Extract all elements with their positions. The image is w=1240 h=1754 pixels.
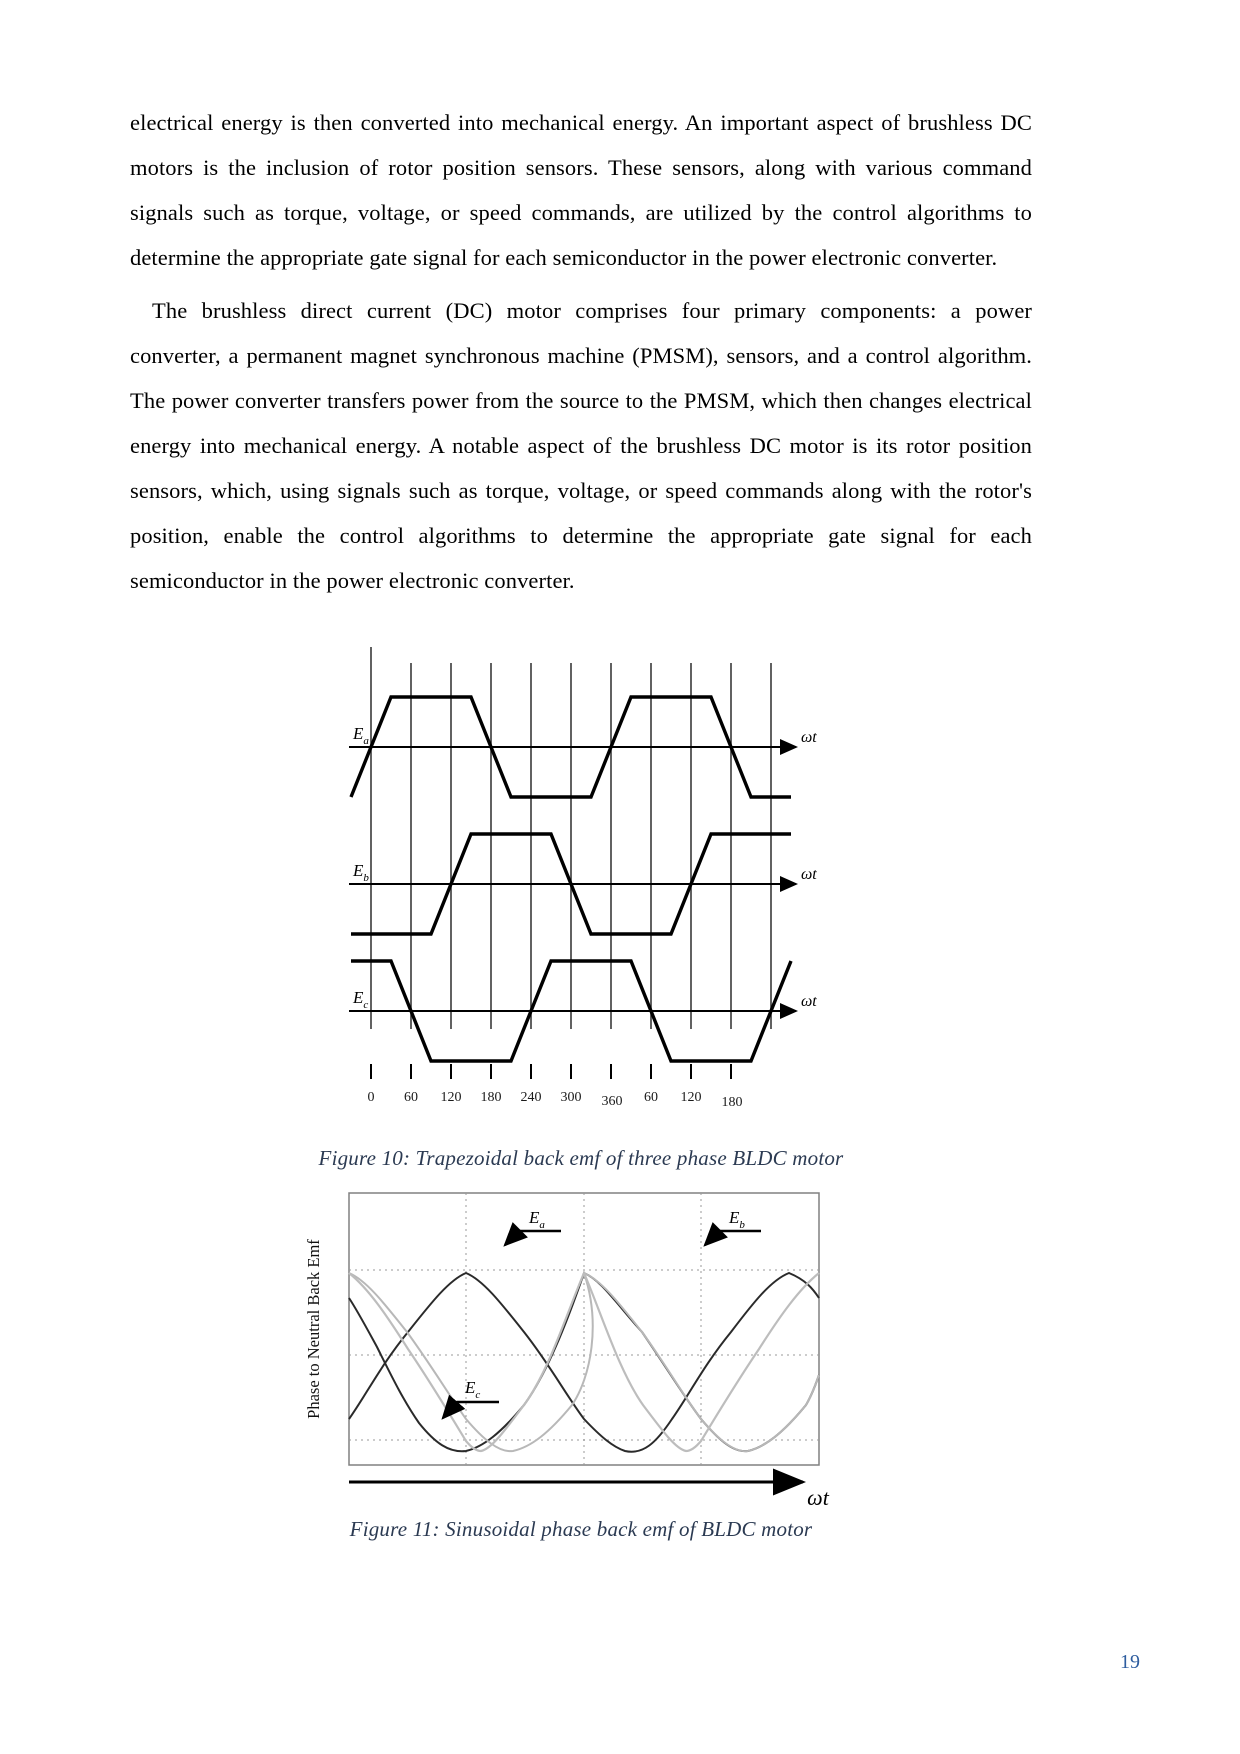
x-axis-ticks [371,1064,731,1079]
annotation-ea-leader [505,1231,561,1245]
x-tick-label: 180 [480,1090,502,1105]
eb-axis-label: $E_b$ [353,861,369,884]
page-content [130,100,1032,1542]
ec-omega-t-label: ωt [801,993,817,1010]
figure-11 [130,1185,1032,1515]
page-number: 19 [1120,1651,1140,1673]
ec-axis-label: $E_c$ [353,988,369,1011]
annotation-ec-label: $E_c$ [465,1378,481,1401]
annotation-eb-label: $E_b$ [729,1208,745,1231]
x-tick-labels [368,1090,743,1110]
x-axis-title: ωt [807,1485,829,1510]
x-tick-label: 240 [520,1090,542,1105]
x-tick-label: 0 [367,1090,375,1105]
annotation-eb [705,1208,761,1245]
annotation-ea [505,1208,561,1245]
ea-omega-t-label: ωt [801,729,817,746]
figure-10-chart [331,639,831,1144]
x-tick-label: 300 [560,1090,582,1105]
ea-axis-label: $E_a$ [353,724,369,747]
x-tick-label: 360 [601,1094,623,1109]
paragraph-2: The brushless direct current (DC) motor comprises four primary components: a power converter, a permanent magnet synchronous machine (PMSM), sensors, and a control algorithm. The power converter transfers power from the source to the PMSM, which then changes electrical energy into mechanical energy. A notable aspect of the brushless DC motor is its rotor position sensors, which, using signals such as torque, voltage, or speed commands along with the rotor's position, enable the control algorithms to determine the appropriate gate signal for each semiconductor in the power electronic converter. [130,298,1032,593]
paragraph-1: electrical energy is then converted into mechanical energy. An important aspect of brushless DC motors is the inclusion of rotor position sensors. These sensors, along with various command signals such as torque, voltage, or speed commands, are utilized by the control algorithms to determine the appropriate gate signal for each semiconductor in the power electronic converter. [130,110,1032,270]
annotation-eb-leader [705,1231,761,1245]
x-tick-label: 120 [440,1090,462,1105]
x-tick-label: 60 [644,1090,658,1105]
x-tick-label: 120 [680,1090,702,1105]
x-tick-label: 180 [721,1095,743,1110]
figure-11-caption: Figure 11: Sinusoidal phase back emf of BLDC motor [349,1517,813,1541]
x-tick-label: 60 [404,1090,418,1105]
y-axis-title: Phase to Neutral Back Emf [304,1239,323,1419]
annotation-ea-label: $E_a$ [529,1208,545,1231]
figure-10 [130,639,1032,1144]
figure-10-caption: Figure 10: Trapezoidal back emf of three phase BLDC motor [318,1146,844,1170]
eb-omega-t-label: ωt [801,866,817,883]
figure-11-chart [291,1185,871,1515]
